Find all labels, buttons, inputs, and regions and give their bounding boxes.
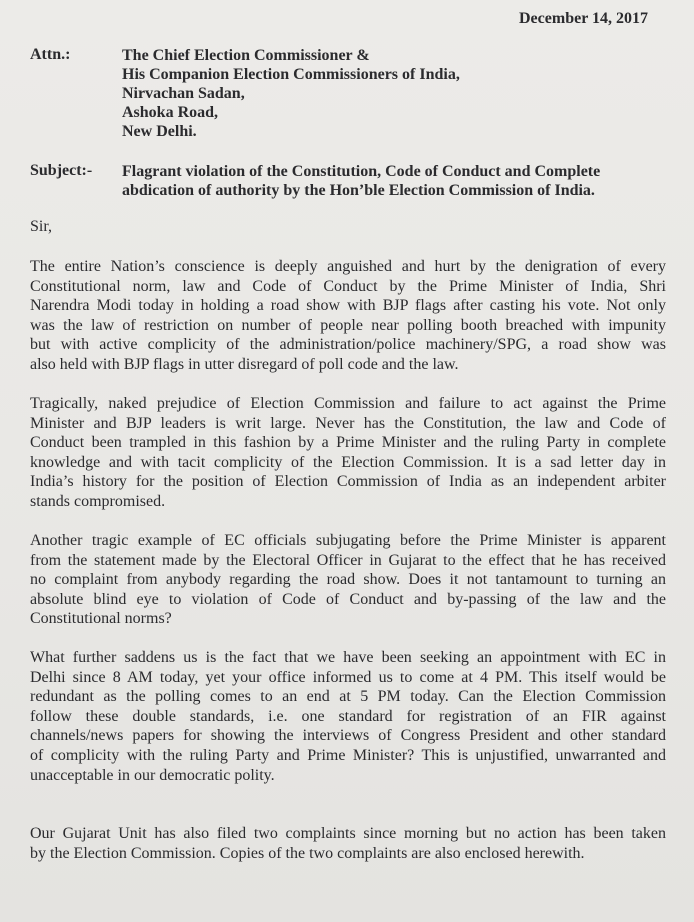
paragraph-line: no complaint from anybody regarding the road show. Does it not tantamount to turning an: [30, 571, 666, 589]
paragraph-line: stands compromised.: [30, 492, 166, 510]
salutation: Sir,: [30, 218, 53, 235]
paragraph-line: What further saddens us is the fact that we have been seeking an appointment with EC in: [30, 649, 666, 666]
addressee-line: Nirvachan Sadan,: [122, 85, 245, 102]
paragraph-line: knowledge and with tacit complicity of the Election Commission. It is a sad letter day in: [30, 453, 666, 471]
paragraph-line: channels/news papers for showing the interviews of Congress President and other standard: [30, 727, 666, 745]
paragraph-line: Minister and BJP leaders is writ large. Never has the Constitution, the law and Code of: [30, 414, 666, 432]
paragraph-line: Constitutional norm, law and Code of Conduct by the Prime Minister of India, Shri: [30, 277, 666, 295]
body-paragraph: [30, 824, 666, 863]
paragraph-line: but with active complicity of the administration/police machinery/SPG, a road show was: [30, 336, 666, 354]
subject-text: [122, 162, 662, 200]
paragraph-line: The entire Nation’s conscience is deeply anguished and hurt by the denigration of every: [30, 258, 666, 275]
body-paragraph: [30, 648, 666, 785]
paragraph-line: India’s history for the position of Election Commission of India as an independent arbiter: [30, 473, 666, 491]
addressee-line: His Companion Election Commissioners of India,: [122, 66, 460, 83]
addressee-line: Ashoka Road,: [122, 104, 219, 121]
body-paragraph: [30, 394, 666, 512]
paragraph-line: redundant as the polling comes to an end at 5 PM today. Can the Election Commission: [30, 688, 666, 706]
subject-line: abdication of authority by the Hon’ble Election Commission of India.: [122, 182, 595, 199]
body-paragraph: [30, 257, 666, 375]
paragraph-line: from the statement made by the Electoral Officer in Gujarat to the effect that he has received: [30, 551, 666, 569]
paragraph-line: follow these double standards, i.e. one standard for registration of an FIR against: [30, 707, 666, 725]
paragraph-line: also held with BJP flags in utter disregard of poll code and the law.: [30, 355, 459, 373]
paragraph-line: Tragically, naked prejudice of Election Commission and failure to act against the Prime: [30, 395, 666, 412]
addressee-line: New Delhi.: [122, 123, 197, 140]
paragraph-line: of complicity with the ruling Party and Prime Minister? This is unjustified, unwarranted and: [30, 746, 666, 764]
addressee-line: The Chief Election Commissioner &: [122, 47, 370, 64]
paragraph-line: Another tragic example of EC officials subjugating before the Prime Minister is apparent: [30, 532, 666, 549]
paragraph-line: was the law of restriction on number of people near polling booth breached with impunity: [30, 316, 666, 334]
paragraph-line: by the Election Commission. Copies of the two complaints are also enclosed herewith.: [30, 844, 585, 862]
paragraph-line: unacceptable in our democratic polity.: [30, 766, 275, 784]
paragraph-line: Narendra Modi today in holding a road show with BJP flags after casting his vote. Not only: [30, 297, 666, 315]
subject-line: Flagrant violation of the Constitution, Code of Conduct and Complete: [122, 163, 601, 180]
paragraph-line: Conduct been trampled in this fashion by a Prime Minister and the ruling Party in complete: [30, 434, 666, 452]
paragraph-line: Our Gujarat Unit has also filed two complaints since morning but no action has been taken: [30, 825, 666, 842]
paragraph-line: Constitutional norms?: [30, 610, 172, 628]
paragraph-line: Delhi since 8 AM today, yet your office informed us to come at 4 PM. This itself would be: [30, 668, 666, 686]
subject-label: Subject:-: [30, 162, 93, 179]
paragraph-line: absolute blind eye to violation of Code of Conduct and by-passing of the law and the: [30, 590, 666, 608]
addressee-block: [122, 46, 460, 141]
letter-date: December 14, 2017: [519, 10, 648, 27]
body-paragraph: [30, 531, 666, 629]
attn-label: Attn.:: [30, 46, 71, 63]
